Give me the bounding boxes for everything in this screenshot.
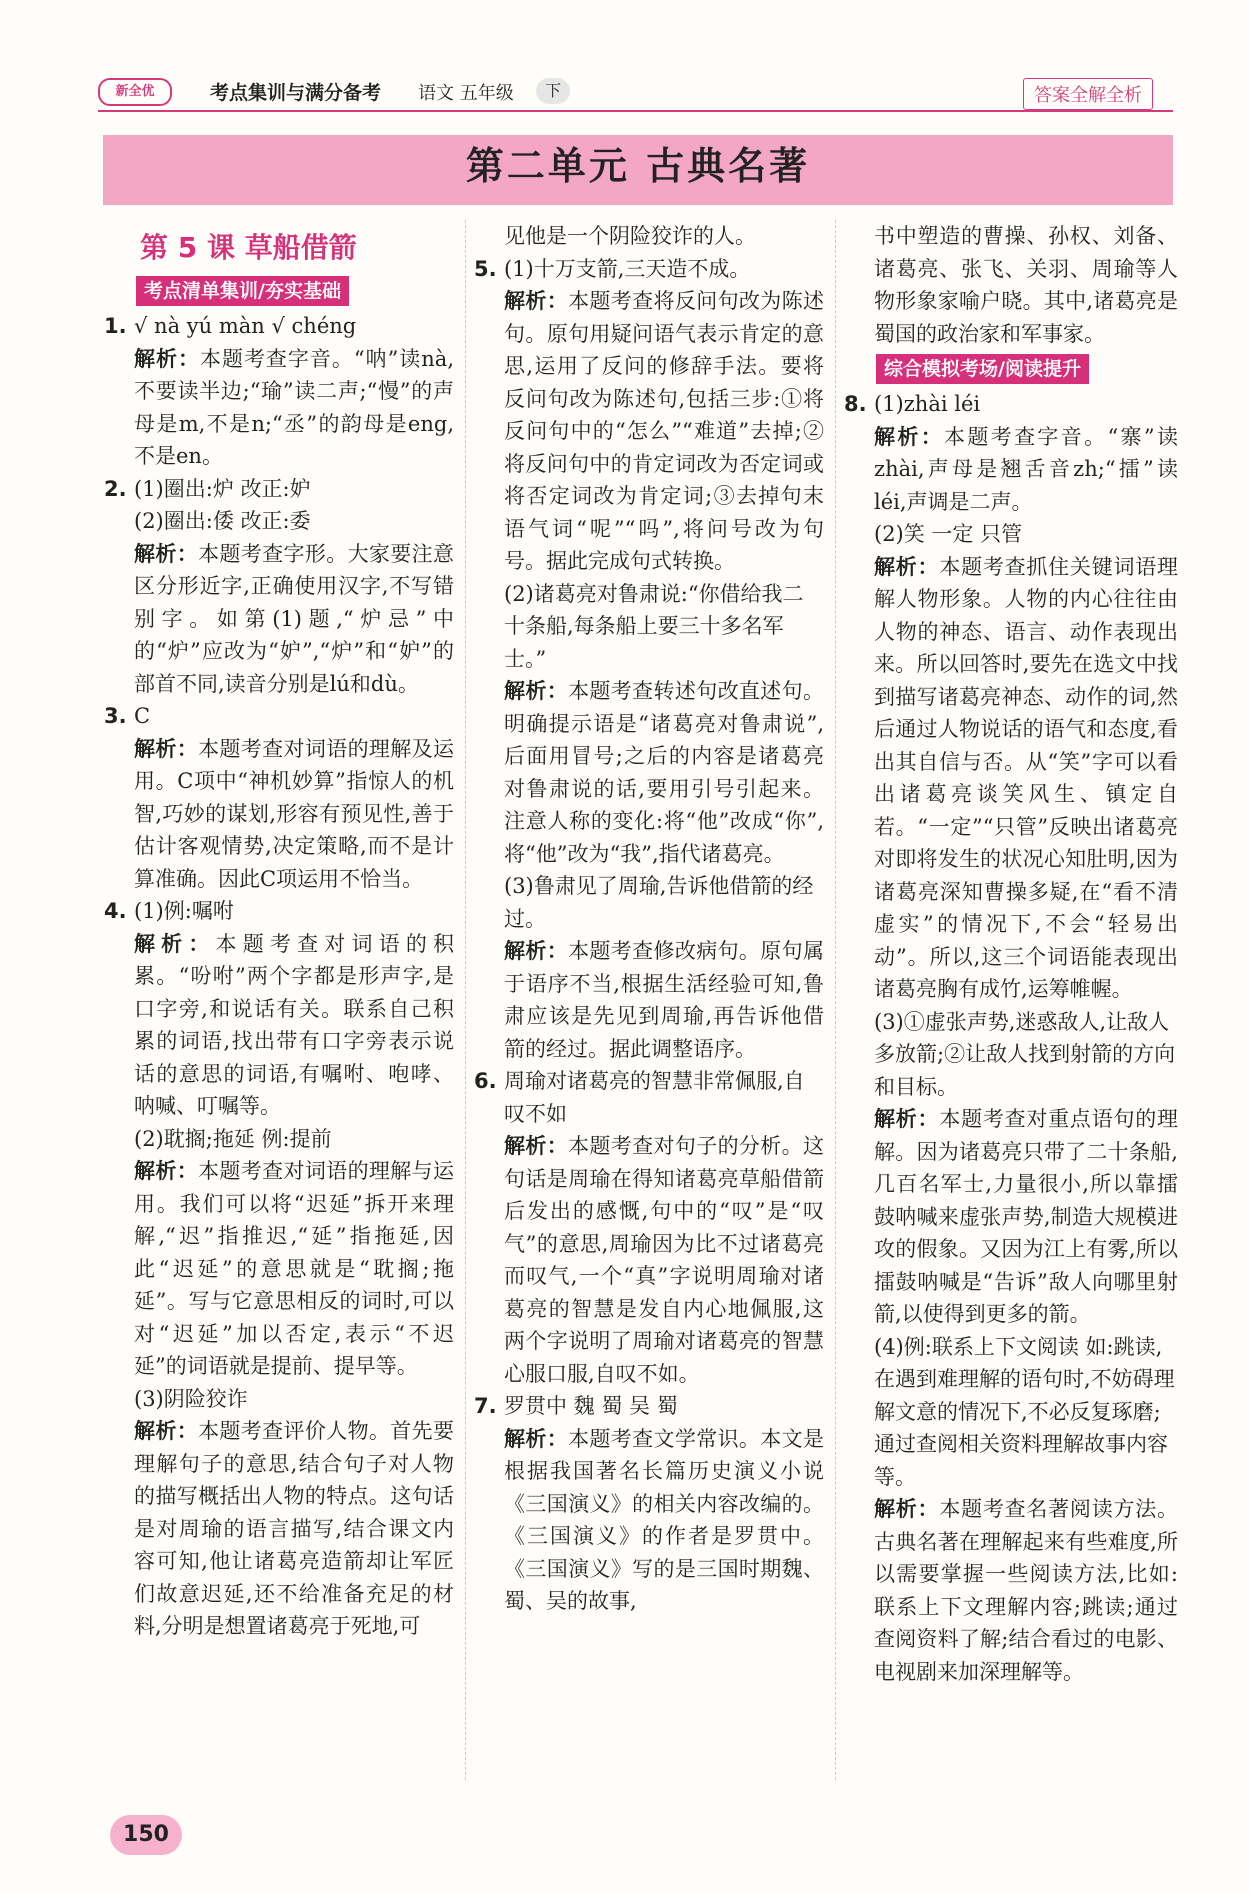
explanation (108, 1415, 454, 1643)
explanation-label: 解析： (504, 1426, 569, 1451)
page-header (98, 72, 1173, 112)
explanation (848, 1493, 1178, 1688)
answer-text: (1)zhài léi (874, 392, 981, 416)
answer-tag: 答案全解全析 (1023, 78, 1153, 110)
explanation (478, 1130, 824, 1390)
question-number: 1. (104, 314, 127, 338)
answer-text: (1)圈出:炉 改正:妒 (134, 476, 311, 501)
explanation-label: 解析： (874, 1107, 940, 1131)
explanation (108, 1155, 454, 1383)
explanation-text: 本题考查字形。大家要注意区分形近字,正确使用汉字,不写错别字。如第(1)题,“炉忌”中的“炉”应改为“妒”,“炉”和“妒”的部首不同,读音分别是lú和dù。 (134, 541, 455, 696)
column-2 (474, 220, 825, 1618)
sub-answer: (3)①虚张声势,迷惑敌人,让敌人多放箭;②让敌人找到射箭的方向和目标。 (874, 1009, 1176, 1099)
explanation-text: 本题考查抓住关键词语理解人物形象。人物的内心往往由人物的神态、语言、动作表现出来。所以回答时,要先在选文中找到描写诸葛亮神态、动作的词,然后通过人物说话的语气和态度,看出其自信与否。从“笑”字可以看出诸葛亮谈笑风生、镇定自若。“一定”“只管”反映出诸葛亮对即将发生的状况心知肚明,因为诸葛亮深知曹操多疑,在“看不清虚实”的情况下,不会“轻易出动”。所以,这三个词语能表现出诸葛亮胸有成竹,运筹帷幄。 (874, 554, 1179, 1001)
question-4 (104, 895, 454, 928)
explanation-label: 解析： (134, 541, 199, 566)
book-title: 考点集训与满分备考 (210, 82, 382, 104)
sub-answer: (2)圈出:倭 改正:委 (134, 509, 311, 533)
column-3 (844, 220, 1179, 1688)
sub-answer: (2)诸葛亮对鲁肃说:“你借给我二十条船,每条船上要三十多名军士。” (504, 581, 804, 671)
question-number: 6. (474, 1069, 497, 1093)
column-1 (104, 220, 455, 1643)
volume-badge: 下 (536, 78, 570, 104)
explanation (108, 928, 454, 1123)
unit-banner: 第二单元 古典名著 (103, 135, 1173, 205)
page-number: 150 (110, 1815, 182, 1855)
answer-text: C (134, 704, 151, 728)
explanation-text: 本题考查名著阅读方法。古典名著在理解起来有些难度,所以需要掌握一些阅读方法,比如:联系上下文理解内容;跳读;通过查阅资料了解;结合看过的电影、电视剧来加深理解等。 (874, 1497, 1179, 1684)
sub-answer: (2)耽搁;拖延 例:提前 (134, 1126, 332, 1151)
question-5 (474, 253, 824, 286)
explanation-text: 本题考查转述句改直述句。明确提示语是“诸葛亮对鲁肃说”,后面用冒号;之后的内容是诸葛亮对鲁肃说的话,要用引号引起来。注意人称的变化:将“他”改成“你”,将“他”改为“我”,指代诸葛亮。 (504, 679, 825, 866)
question-1 (104, 310, 454, 343)
sub-answer: (4)例:联系上下文阅读 如:跳读,在遇到难理解的语句时,不妨碍理解文意的情况下,不必反复琢磨;通过查阅相关资料理解故事内容等。 (874, 1334, 1175, 1489)
explanation-text: 本题考查字音。“呐”读nà,不要读半边;“瑜”读二声;“慢”的声母是m,不是n;“丞”的韵母是eng,不是en。 (134, 346, 455, 468)
explanation (848, 421, 1178, 519)
explanation-label: 解析： (134, 346, 200, 371)
sub-answer: (2)笑 一定 只管 (874, 522, 1023, 546)
section-tag-basics: 考点清单集训/夯实基础 (136, 276, 349, 306)
question-2 (104, 473, 454, 506)
question-6 (474, 1065, 824, 1130)
explanation-text: 本题考查对重点语句的理解。因为诸葛亮只带了二十条船,几百名军士,力量很小,所以靠擂鼓呐喊来虚张声势,制造大规模进攻的假象。又因为江上有雾,所以擂鼓呐喊是“告诉”敌人向哪里射箭,以使得到更多的箭。 (874, 1107, 1179, 1326)
answer-text: √ nà yú màn √ chéng (134, 314, 357, 338)
question-number: 3. (104, 704, 127, 728)
section-tag-reading: 综合模拟考场/阅读提升 (876, 354, 1089, 384)
explanation-text: 本题考查评价人物。首先要理解句子的意思,结合句子对人物的描写概括出人物的特点。这句话是对周瑜的语言描写,结合课文内容可知,他让诸葛亮造箭却让军匠们故意迟延,还不给准备充足的材料,分明是想置诸葛亮于死地,可 (134, 1419, 455, 1638)
answer-text: 罗贯中 魏 蜀 吴 蜀 (504, 1394, 678, 1418)
explanation (478, 675, 824, 870)
explanation-label: 解析： (874, 1497, 940, 1521)
explanation-label: 解析： (504, 939, 569, 963)
explanation-label: 解析： (134, 1419, 199, 1443)
explanation-text: 本题考查对词语的理解与运用。我们可以将“迟延”拆开来理解,“迟”指推迟,“延”指拖延,因此“迟延”的意思就是“耽搁;拖延”。写与它意思相反的词时,可以对“迟延”加以否定,表示“不迟延”的词语就是提前、提早等。 (134, 1159, 455, 1378)
explanation-label: 解析： (874, 554, 940, 579)
header-divider (98, 110, 1173, 112)
explanation-label: 解析： (134, 931, 216, 956)
question-3 (104, 700, 454, 733)
question-number: 5. (474, 256, 497, 281)
explanation-text: 本题考查对词语的理解及运用。C项中“神机妙算”指惊人的机智,巧妙的谋划,形容有预见性,善于估计客观情势,决定策略,而不是计算准确。因此C项运用不恰当。 (134, 736, 455, 891)
explanation (848, 1103, 1178, 1331)
explanation-text: 本题考查将反问句改为陈述句。原句用疑问语气表示肯定的意思,运用了反问的修辞手法。要将反问句改为陈述句,包括三步:①将反问句中的“怎么”“难道”去掉;②将反问句中的肯定词改为否定词或将否定词改为肯定词;③去掉句末语气词“呢”“吗”,将问号改为句号。据此完成句式转换。 (504, 289, 825, 573)
explanation (108, 733, 454, 896)
continued-text: 见他是一个阴险狡诈的人。 (504, 224, 756, 248)
explanation-text: 本题考查文学常识。本文是根据我国著名长篇历史演义小说《三国演义》的相关内容改编的。《三国演义》的作者是罗贯中。《三国演义》写的是三国时期魏、蜀、吴的故事, (504, 1426, 825, 1613)
explanation (478, 285, 824, 578)
brand-logo: 新全优 (98, 78, 172, 106)
explanation-text: 本题考查修改病句。原句属于语序不当,根据生活经验可知,鲁肃应该是先见到周瑜,再告诉他借箭的经过。据此调整语序。 (504, 939, 825, 1061)
explanation (108, 343, 454, 473)
question-number: 2. (104, 476, 127, 501)
explanation-label: 解析： (504, 1134, 569, 1158)
explanation-label: 解析： (134, 1159, 199, 1183)
explanation-label: 解析： (134, 736, 199, 761)
subject-grade: 语文 五年级 (418, 83, 514, 104)
explanation (478, 1423, 824, 1618)
continued-text: 书中塑造的曹操、孙权、刘备、诸葛亮、张飞、关羽、周瑜等人物形象家喻户晓。其中,诸葛亮是蜀国的政治家和军事家。 (874, 224, 1178, 346)
question-number: 8. (844, 392, 867, 416)
answer-text: 周瑜对诸葛亮的智慧非常佩服,自叹不如 (504, 1069, 805, 1126)
sub-answer: (3)鲁肃见了周瑜,告诉他借箭的经过。 (504, 874, 814, 931)
question-8 (844, 388, 1178, 421)
explanation (478, 935, 824, 1065)
explanation-text: 本题考查对词语的积累。“吩咐”两个字都是形声字,是口字旁,和说话有关。联系自己积累的词语,找出带有口字旁表示说话的意思的词语,有嘱咐、咆哮、呐喊、叮嘱等。 (134, 931, 455, 1118)
sub-answer: (3)阴险狡诈 (134, 1386, 248, 1411)
question-7 (474, 1390, 824, 1423)
explanation-label: 解析： (874, 424, 945, 449)
answer-text: (1)十万支箭,三天造不成。 (504, 256, 751, 281)
explanation (848, 551, 1178, 1006)
lesson-title: 第 5 课 草船借箭 (140, 231, 357, 264)
explanation (108, 538, 454, 701)
question-number: 7. (474, 1394, 497, 1418)
explanation-text: 本题考查字音。“寨”读zhài,声母是翘舌音zh;“擂”读léi,声调是二声。 (874, 424, 1178, 514)
answer-text: (1)例:嘱咐 (134, 899, 234, 923)
explanation-text: 本题考查对句子的分析。这句话是周瑜在得知诸葛亮草船借箭后发出的感慨,句中的“叹”是“叹气”的意思,周瑜因为比不过诸葛亮而叹气,一个“真”字说明周瑜对诸葛亮的智慧是发自内心地佩服,这两个字说明了周瑜对诸葛亮的智慧心服口服,自叹不如。 (504, 1134, 825, 1386)
explanation-label: 解析： (504, 289, 569, 313)
explanation-label: 解析： (504, 679, 569, 703)
question-number: 4. (104, 899, 127, 923)
